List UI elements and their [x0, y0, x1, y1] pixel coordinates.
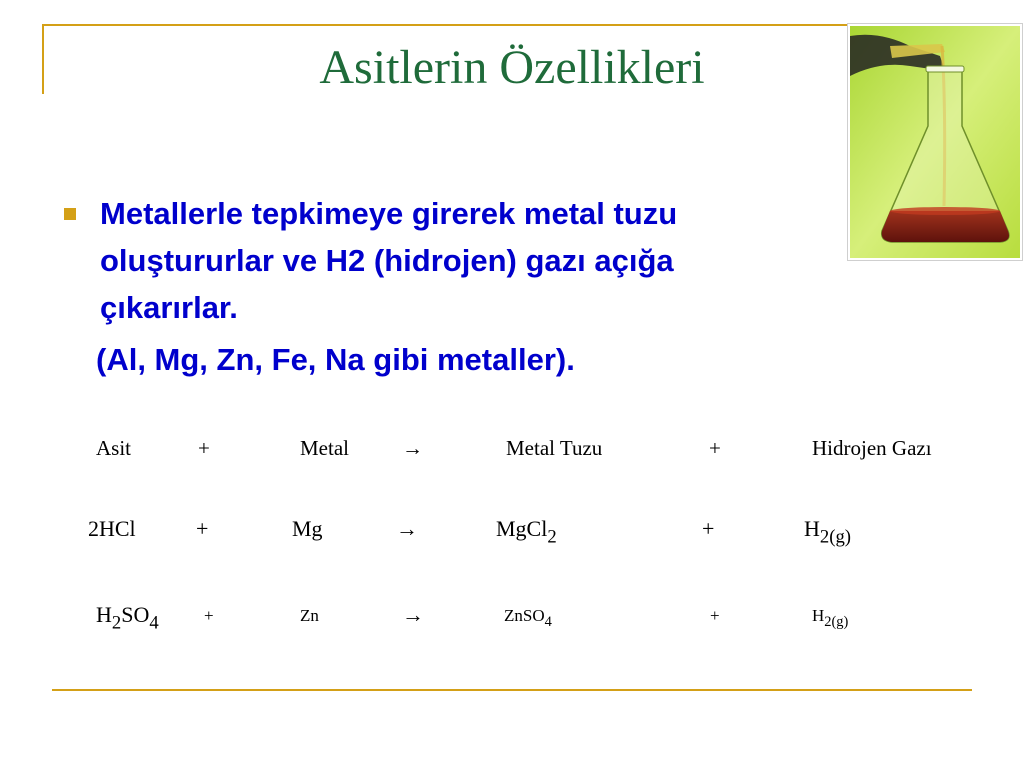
formula-subscript: 2 — [547, 526, 557, 548]
eq-general-arrow: → — [402, 436, 423, 460]
eq-general-product2: Hidrojen Gazı — [812, 436, 932, 460]
eq-hcl-reactant2: Mg — [292, 516, 323, 541]
top-border-line — [42, 24, 964, 26]
formula-subscript: 2(g) — [824, 614, 849, 631]
bullet-marker — [64, 208, 76, 220]
formula-base: H — [96, 602, 112, 627]
eq-general-plus1: + — [198, 436, 210, 460]
flask-photo — [848, 24, 1022, 260]
slide-title: Asitlerin Özellikleri — [319, 41, 705, 94]
formula-subscript: 2(g) — [819, 526, 852, 548]
formula-subscript: 4 — [149, 612, 159, 634]
formula-base: H — [812, 606, 825, 625]
eq-general-plus2: + — [709, 436, 721, 460]
eq-h2so4-product2 — [812, 606, 848, 631]
bullet-line: oluştururlar ve H2 (hidrojen) gazı açığa — [100, 243, 674, 278]
eq-general-reactant2: Metal — [300, 436, 349, 460]
eq-h2so4-product1 — [504, 606, 552, 631]
eq-h2so4-plus1: + — [204, 606, 214, 625]
erlenmeyer-flask-icon — [850, 26, 1020, 258]
eq-h2so4-arrow: → — [402, 602, 424, 627]
formula-subscript: 4 — [544, 614, 552, 631]
formula-base: MgCl — [496, 516, 548, 541]
eq-hcl-plus2: + — [702, 516, 715, 541]
formula-base: H — [804, 516, 820, 541]
formula-subscript: 2 — [111, 612, 122, 634]
eq-hcl-product1 — [496, 516, 557, 549]
formula-base: ZnSO — [504, 606, 545, 625]
bullet-line: çıkarırlar. — [100, 290, 238, 325]
bullet-paragraph — [100, 190, 850, 331]
formula-base: SO — [121, 602, 150, 627]
metal-examples: (Al, Mg, Zn, Fe, Na gibi metaller). — [96, 342, 575, 377]
bottom-rule — [52, 689, 972, 691]
eq-hcl-arrow: → — [396, 516, 418, 541]
bullet-line: Metallerle tepkimeye girerek metal tuzu — [100, 196, 678, 231]
eq-h2so4-plus2: + — [710, 606, 720, 625]
eq-general-reactant1: Asit — [96, 436, 132, 460]
eq-h2so4-reactant1 — [96, 602, 159, 635]
eq-hcl-reactant1: 2HCl — [88, 516, 136, 541]
eq-general-product1: Metal Tuzu — [506, 436, 603, 460]
eq-hcl-plus1: + — [196, 516, 209, 541]
eq-hcl-product2 — [804, 516, 851, 549]
eq-h2so4-reactant2: Zn — [300, 606, 319, 625]
